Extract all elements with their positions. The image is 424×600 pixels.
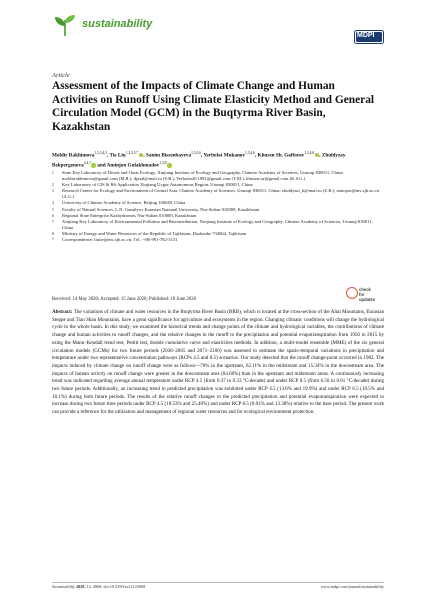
affiliation-item — [52, 219, 382, 231]
author-separator: , — [107, 152, 110, 159]
affiliation-text: Xinjiang Key Laboratory of Environmental Pollution and Bioremediation, Xinjiang Institute of Ecology and Geography, Chinese Academy of Sciences, Urumqi 830011, China — [62, 218, 373, 230]
affiliation-number: 2 — [52, 183, 54, 188]
journal-name[interactable]: sustainability — [82, 18, 153, 30]
affiliation-text: Key Laboratory of GIS & RS Application Xinjiang Uygur Autonomous Region, Urumqi 830011, China — [62, 182, 253, 188]
author-affiliation-marks: 1,2,3,4,5 — [94, 151, 107, 155]
affiliation-text: Regional State Enterprise Kazhydromet, Nur-Sultan 010000, Kazakhstan — [62, 212, 197, 218]
affiliation-text: State Key Laboratory of Desert and Oasis Ecology, Xinjiang Institute of Ecology and Geography, Chinese Academy of Sciences, Urumqi 830011, China; moldirrakhimova@gmail.com (M.R.); djasal@mail.ru (S.B.); Yerbolat20.1981@gmail.com (Y.M.); khusen.uz@gmail.com (K.S.G.) — [62, 170, 344, 182]
affiliation-number: 3 — [52, 189, 54, 194]
author-name[interactable]: Moldir Rakhimova — [52, 152, 95, 159]
affiliation-number: 4 — [52, 201, 54, 206]
author-affiliation-marks: 1,3,4,6 — [245, 151, 255, 155]
affiliation-number: 1 — [52, 171, 54, 175]
publisher-name: MDPI — [357, 32, 375, 39]
affiliation-list — [52, 170, 382, 243]
author-affiliation-marks: 1,3,5,6 — [191, 151, 201, 155]
author-list — [52, 150, 382, 171]
abstract-label: Abstract: — [52, 309, 73, 315]
author-separator: , — [319, 152, 322, 159]
author-affiliation-marks: 3,4,7 — [83, 161, 91, 166]
author-name[interactable]: Zhuldyzay Bekpergenova — [52, 152, 346, 170]
affiliation-number: 5 — [52, 207, 54, 212]
publication-dates: Received: 14 May 2020; Accepted: 15 June 2020; Published: 18 June 2020 — [52, 297, 197, 302]
check-updates-label: check for updates — [359, 287, 376, 302]
affiliation-item — [52, 170, 382, 182]
author-name[interactable]: Aminjon Gulakhmadov — [106, 163, 160, 170]
author-name[interactable]: Yerbolat Mukanov — [203, 152, 246, 159]
author-affiliation-marks: 1,3,8 — [159, 161, 167, 166]
citation-line — [52, 584, 145, 589]
leaf-icon — [52, 14, 78, 38]
affiliation-number: * — [52, 238, 54, 243]
journal-header — [52, 14, 372, 38]
footer-journal: Sustainability — [52, 584, 76, 589]
affiliation-text: Correspondence: liutie@ms.xjb.ac.cn; Tel.: +86-991-782-3131 — [62, 237, 178, 243]
abstract — [52, 309, 384, 417]
author-separator: , — [143, 152, 146, 159]
affiliation-text: Ministry of Energy and Water Resources of the Republic of Tajikistan, Dushanbe 734064, Tajikistan — [62, 230, 247, 236]
affiliation-text: Research Center for Ecology and Environment of Central Asia, Chinese Academy of Sciences, Urumqi 830011, China; zhuldyzai_b@mail.ru (Z.B.); aminjon@ms.xjb.ac.cn (A.G.) — [62, 188, 379, 200]
author-name[interactable]: Khusen Sh. Gafforov — [257, 152, 305, 159]
orcid-icon[interactable] — [167, 163, 172, 168]
affiliation-number: 6 — [52, 213, 54, 218]
article-type: Article — [52, 72, 70, 79]
author-affiliation-marks: 1,2,3,5,* — [125, 151, 139, 155]
footer-divider — [52, 582, 384, 583]
affiliation-text: Faculty of Natural Sciences, L.N. Gumilyov Eurasian National University, Nur-Sultan 010008, Kazakhstan — [62, 206, 260, 212]
author-name[interactable]: Tie Liu — [109, 152, 126, 159]
footer-doi[interactable]: , 12, 4968; doi:10.3390/su12124968 — [84, 584, 146, 589]
author-separator: , — [254, 152, 258, 159]
author-separator: and — [95, 163, 107, 170]
journal-url-link[interactable]: www.mdpi.com/journal/sustainability — [320, 584, 384, 589]
affiliation-number: 8 — [52, 231, 54, 236]
affiliation-item — [52, 237, 382, 243]
footer-year: 2020 — [76, 584, 85, 589]
affiliation-text: University of Chinese Academy of Science, Beijing 100049, China — [62, 200, 186, 206]
affiliation-item — [52, 188, 382, 200]
affiliation-number: 7 — [52, 219, 54, 224]
author-name[interactable]: Sanim Bissenbayeva — [145, 152, 192, 159]
author-affiliation-marks: 1,3,4,8 — [304, 151, 315, 155]
author-separator: , — [200, 152, 204, 159]
article-title: Assessment of the Impacts of Climate Change and Human Activities on Runoff Using Climate Elasticity Method and General Circulation Model (GCM) in the Buqtyrma River Basin, Kazakhstan — [52, 80, 375, 133]
abstract-text: The variations of climate and water resources in the Buqtyrma River Basin (BRB), which is located at the cross-section of the Altai Mountains, Eurasian Steppe and Tian Shan Mountains, have a great significance for agriculture and ecosystems in the region. Changing climatic conditions will change the hydrological cycle in the whole basin. In this study, we examined the historical trends and change points of the climate and hydrological variables, the contributions of climate change and human activities to runoff changes, and the relative changes in the runoff to the precipitation and potential evapotranspiration from 1950 to 2015 by using the Mann–Kendall trend test, Pettitt test, double cumulative curve and elasticities methods. In addition, a multi-model ensemble (MME) of the six general circulation models (GCMs) for two future periods (2036–2065 and 2071–2100) was assessed to estimate the spatio-temporal variations in precipitation and temperature under two representative concentration pathways (RCPs 4.5 and 8.5) scenarios. Our study detected that the runoff change-point occurred in 1982. The impacts induced by climate change on runoff change were as follows—70% in the upstream, 62.11% in the midstream and 15.34% in the downstream area. The impacts of human activity on runoff change were greater in the downstream area (84.66%) than in the upstream and midstream areas. A continuously increasing trend was indicated regarding average annual temperature under RCP 4.5 (from 0.37 to 0.33 °C/decade) and under RCP 8.5 (from 0.50 to 0.61 °C/decade) during two future periods. Additionally, an increasing trend in predicted precipitation was exhibited under RCP 4.5 (13.6% and 19.9%) and under RCP 8.5 (10.5% and 18.1%) during both future periods. The results of the relative runoff changes to the predicted precipitation and potential evapotranspiration were expected to increase during two future time periods under RCP 4.5 (18.53% and 25.40%) and under RCP 8.5 (8.91% and 13.38%) relative to the base period. The present work can provide a reference for the utilization and management of regional water resources and for ecological environment protection. — [52, 309, 385, 416]
